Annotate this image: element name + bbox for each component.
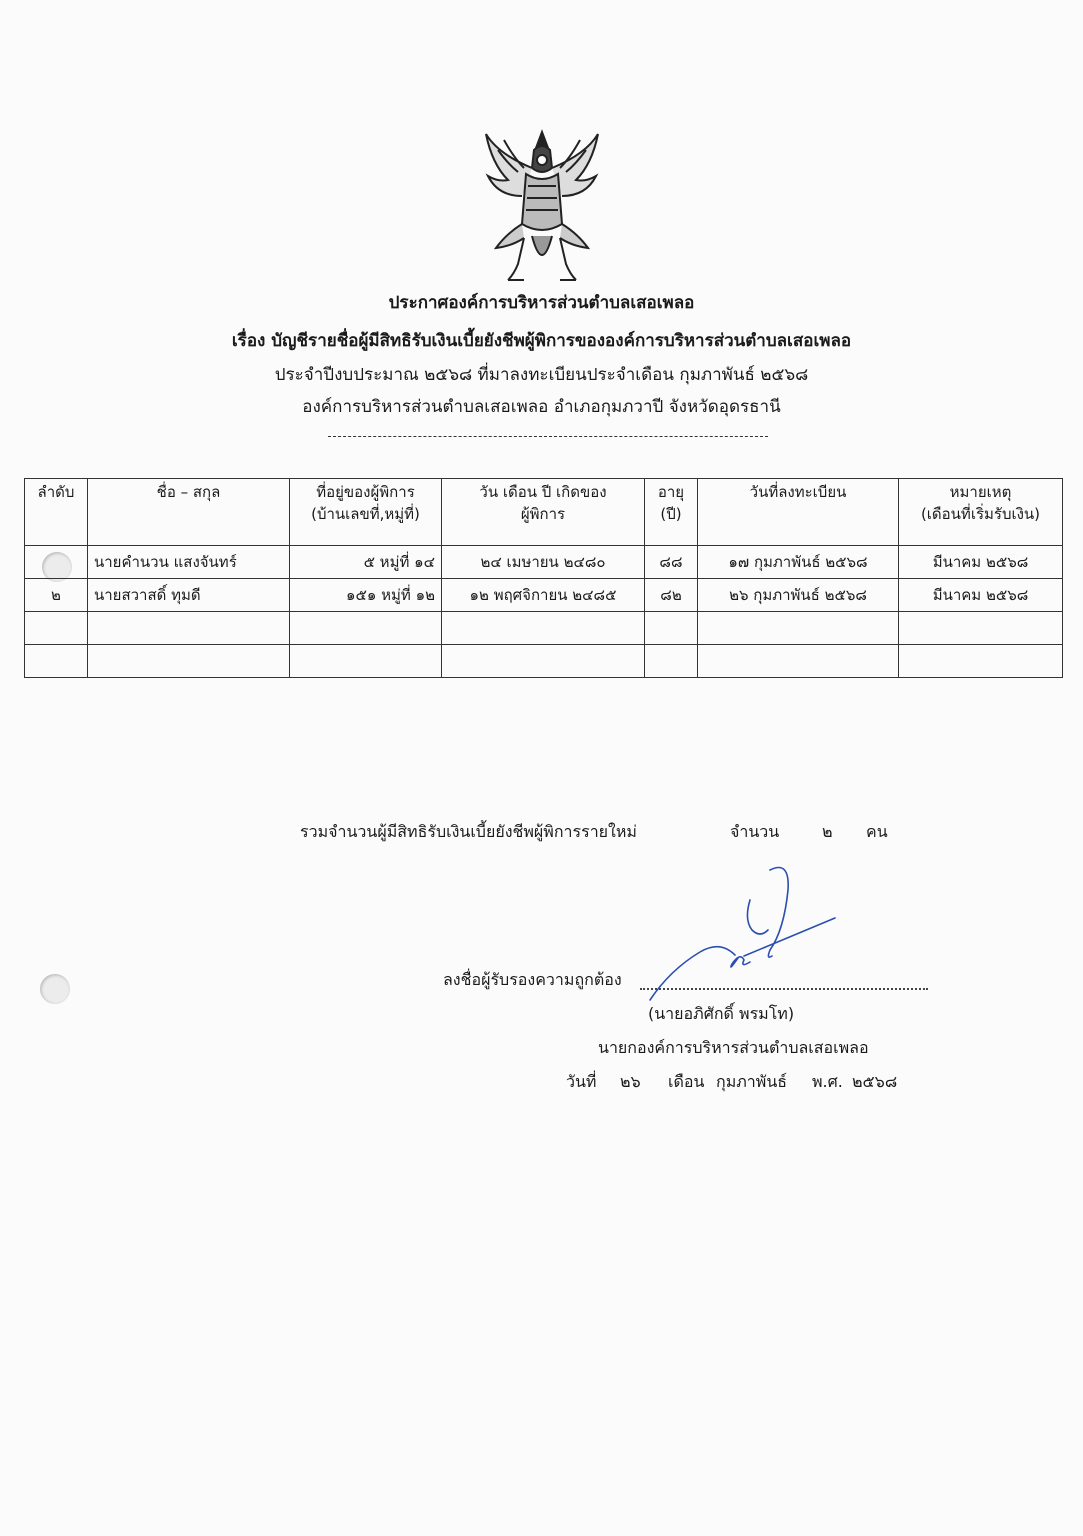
cell-birthdate xyxy=(442,612,645,645)
cell-remark: มีนาคม ๒๕๖๘ xyxy=(899,579,1063,612)
date-month: กุมภาพันธ์ xyxy=(716,1072,788,1091)
beneficiary-table xyxy=(24,478,1063,678)
cell-name: นายสวาสดิ์ ทุมดี xyxy=(88,579,290,612)
summary-text: รวมจำนวนผู้มีสิทธิรับเงินเบี้ยยังชีพผู้พิการรายใหม่ xyxy=(300,822,637,841)
table-row xyxy=(25,546,1063,579)
signer-position: นายกองค์การบริหารส่วนตำบลเสอเพลอ xyxy=(598,1038,869,1057)
column-header-address: ที่อยู่ของผู้พิการ (บ้านเลขที่,หมู่ที่) xyxy=(290,479,442,546)
column-header-name: ชื่อ – สกุล xyxy=(88,479,290,546)
announcement-subject: เรื่อง บัญชีรายชื่อผู้มีสิทธิรับเงินเบี้ยยังชีพผู้พิการขององค์การบริหารส่วนตำบลเสอเพลอ xyxy=(231,331,852,351)
cell-birthdate: ๑๒ พฤศจิกายน ๒๔๘๕ xyxy=(442,579,645,612)
cell-birthdate: ๒๔ เมษายน ๒๔๘๐ xyxy=(442,546,645,579)
table-row xyxy=(25,645,1063,678)
column-header-registered: วันที่ลงทะเบียน xyxy=(698,479,899,546)
heading-divider xyxy=(328,436,768,437)
cell-registered xyxy=(698,612,899,645)
cell-no xyxy=(25,612,88,645)
cell-address: ๕ หมู่ที่ ๑๔ xyxy=(290,546,442,579)
table-row xyxy=(25,612,1063,645)
cell-remark xyxy=(899,612,1063,645)
summary-count-label: จำนวน xyxy=(730,822,780,841)
cell-remark: มีนาคม ๒๕๖๘ xyxy=(899,546,1063,579)
table-row xyxy=(25,579,1063,612)
punch-hole-bottom xyxy=(40,974,70,1004)
cell-registered: ๒๖ กุมภาพันธ์ ๒๕๖๘ xyxy=(698,579,899,612)
column-header-no: ลำดับ xyxy=(25,479,88,546)
table-header-row xyxy=(25,479,1063,546)
cell-address: ๑๕๑ หมู่ที่ ๑๒ xyxy=(290,579,442,612)
date-month-label: เดือน xyxy=(668,1072,705,1091)
cell-birthdate xyxy=(442,645,645,678)
date-day: ๒๖ xyxy=(620,1072,641,1091)
date-day-label: วันที่ xyxy=(566,1072,597,1091)
signature-label: ลงชื่อผู้รับรองความถูกต้อง xyxy=(443,970,622,989)
column-header-birthdate: วัน เดือน ปี เกิดของ ผู้พิการ xyxy=(442,479,645,546)
announcement-title: ประกาศองค์การบริหารส่วนตำบลเสอเพลอ xyxy=(388,293,695,313)
signature-dotted-line xyxy=(640,988,928,990)
column-header-remark: หมายเหตุ (เดือนที่เริ่มรับเงิน) xyxy=(899,479,1063,546)
cell-address xyxy=(290,645,442,678)
cell-no xyxy=(25,546,88,579)
cell-name xyxy=(88,645,290,678)
column-header-age: อายุ (ปี) xyxy=(645,479,698,546)
cell-no xyxy=(25,645,88,678)
cell-registered: ๑๗ กุมภาพันธ์ ๒๕๖๘ xyxy=(698,546,899,579)
announcement-fiscal-year: ประจำปีงบประมาณ ๒๕๖๘ ที่มาลงทะเบียนประจำเดือน กุมภาพันธ์ ๒๕๖๘ xyxy=(274,365,809,385)
announcement-organization: องค์การบริหารส่วนตำบลเสอเพลอ อำเภอกุมภวาปี จังหวัดอุดรธานี xyxy=(302,397,781,417)
date-year: ๒๕๖๘ xyxy=(852,1072,898,1091)
signer-name: (นายอภิศักดิ์ พรมโท) xyxy=(648,1004,795,1023)
cell-remark xyxy=(899,645,1063,678)
cell-no: ๒ xyxy=(25,579,88,612)
cell-age: ๘๒ xyxy=(645,579,698,612)
cell-name: นายคำนวน แสงจันทร์ xyxy=(88,546,290,579)
summary-count: ๒ xyxy=(822,822,833,841)
cell-age xyxy=(645,612,698,645)
cell-age: ๘๘ xyxy=(645,546,698,579)
cell-age xyxy=(645,645,698,678)
cell-registered xyxy=(698,645,899,678)
summary-unit: คน xyxy=(866,822,888,841)
date-year-label: พ.ศ. xyxy=(812,1072,843,1091)
cell-name xyxy=(88,612,290,645)
cell-address xyxy=(290,612,442,645)
garuda-emblem-icon xyxy=(478,124,606,290)
